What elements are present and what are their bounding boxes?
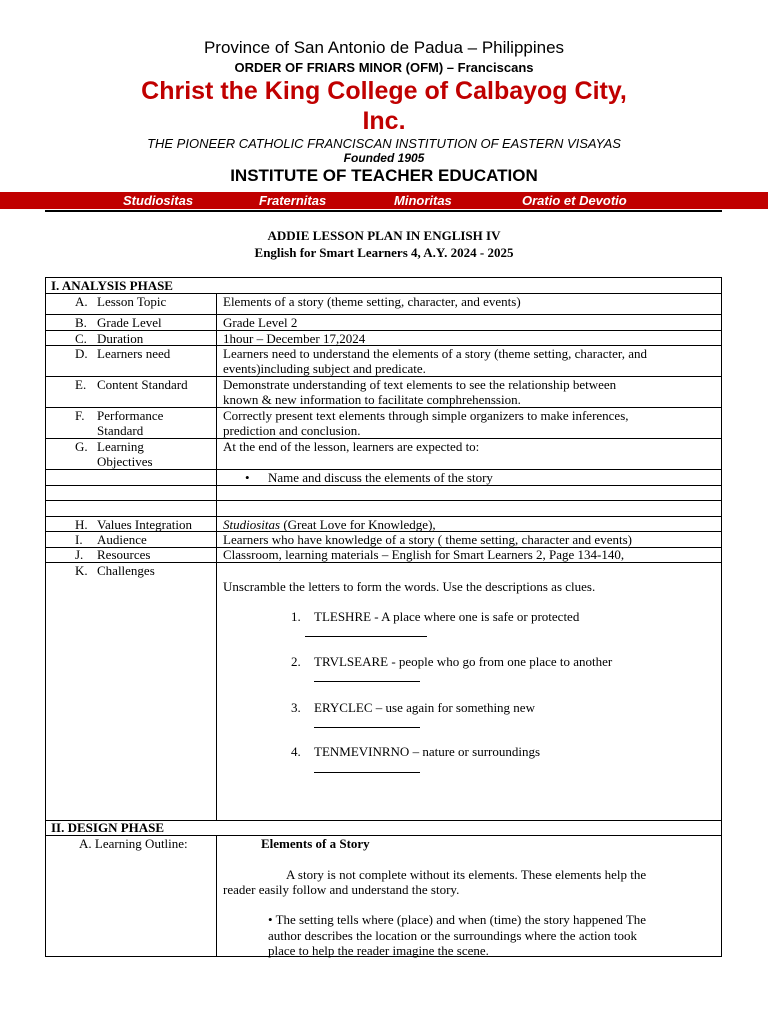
- analysis-heading: I. ANALYSIS PHASE: [51, 278, 173, 293]
- plan-title: ADDIE LESSON PLAN IN ENGLISH IV: [267, 228, 501, 243]
- row-d-number: D.: [75, 346, 88, 361]
- outline-paragraph-line1: A story is not complete without its elements. These elements help the: [286, 867, 647, 882]
- motto-banner: [0, 192, 768, 209]
- challenges-label: Challenges: [97, 563, 155, 578]
- column-divider: [216, 293, 217, 820]
- row-divider: [46, 500, 721, 501]
- learners-need-value-line1: Learners need to understand the elements of a story (theme setting, character, and: [223, 346, 647, 361]
- learning-objectives-label-line1: Learning: [97, 439, 144, 454]
- pioneer-tagline: THE PIONEER CATHOLIC FRANCISCAN INSTITUTION OF EASTERN VISAYAS: [147, 136, 621, 151]
- values-integration-italic: Studiositas: [223, 517, 281, 532]
- column-divider: [216, 835, 217, 956]
- learners-need-label: Learners need: [97, 346, 171, 361]
- learning-objectives-value: At the end of the lesson, learners are expected to:: [223, 439, 480, 454]
- row-divider: [46, 485, 721, 486]
- lesson-topic-label: Lesson Topic: [97, 294, 167, 309]
- row-a-number: A.: [75, 294, 88, 309]
- performance-standard-label-line1: Performance: [97, 408, 164, 423]
- motto-oratio: Oratio et Devotio: [522, 193, 627, 208]
- lesson-topic-value: Elements of a story (theme setting, character, and events): [223, 294, 521, 309]
- outline-title: Elements of a Story: [261, 836, 370, 851]
- learning-outline-label: A. Learning Outline:: [79, 836, 188, 851]
- values-integration-label: Values Integration: [97, 517, 192, 532]
- order-line: ORDER OF FRIARS MINOR (OFM) – Franciscans: [234, 60, 534, 75]
- row-j-number: J.: [75, 547, 84, 562]
- challenges-intro: Unscramble the letters to form the words. Use the descriptions as clues.: [223, 579, 596, 594]
- challenge-1-number: 1.: [291, 609, 301, 624]
- content-standard-value-line2: known & new information to facilitate comphrehenssion.: [223, 392, 521, 407]
- row-k-number: K.: [75, 563, 88, 578]
- design-heading: II. DESIGN PHASE: [51, 820, 165, 835]
- row-f-number: F.: [75, 408, 85, 423]
- objective-bullet: Name and discuss the elements of the story: [268, 470, 493, 485]
- challenge-4-number: 4.: [291, 744, 301, 759]
- content-standard-value-line1: Demonstrate understanding of text elements to see the relationship between: [223, 377, 617, 392]
- challenge-2-number: 2.: [291, 654, 301, 669]
- outline-paragraph-line2: reader easily follow and understand the story.: [223, 882, 460, 897]
- grade-level-value: Grade Level 2: [223, 315, 298, 330]
- performance-standard-value-line2: prediction and conclusion.: [223, 423, 361, 438]
- plan-subtitle: English for Smart Learners 4, A.Y. 2024 - 2025: [254, 245, 514, 260]
- content-standard-label: Content Standard: [97, 377, 188, 392]
- row-c-number: C.: [75, 331, 87, 346]
- challenge-1-text: TLESHRE - A place where one is safe or protected: [314, 609, 580, 624]
- institute-name: INSTITUTE OF TEACHER EDUCATION: [230, 166, 538, 185]
- challenge-1-answer-line: [305, 636, 427, 637]
- province-line: Province of San Antonio de Padua – Philippines: [203, 38, 565, 57]
- bullet-icon: •: [245, 470, 250, 485]
- setting-bullet-line3: place to help the reader imagine the scene.: [268, 943, 489, 958]
- resources-label: Resources: [97, 547, 151, 562]
- challenge-2-answer-line: [314, 681, 420, 682]
- values-integration-value: [223, 517, 436, 532]
- duration-value: 1hour – December 17,2024: [223, 331, 366, 346]
- lesson-plan-table: [45, 277, 722, 957]
- row-divider: [46, 330, 721, 331]
- performance-standard-label-line2: Standard: [97, 423, 144, 438]
- challenge-4-text: TENMEVINRNO – nature or surroundings: [314, 744, 541, 759]
- duration-label: Duration: [97, 331, 144, 346]
- founded-year: Founded 1905: [343, 151, 425, 165]
- row-h-number: H.: [75, 517, 88, 532]
- setting-bullet-line2: author describes the location or the surroundings where the action took: [268, 928, 637, 943]
- challenge-3-answer-line: [314, 727, 420, 728]
- motto-studiositas: Studiositas: [123, 193, 194, 208]
- performance-standard-value-line1: Correctly present text elements through simple organizers to make inferences,: [223, 408, 629, 423]
- challenge-3-number: 3.: [291, 700, 301, 715]
- college-name-line2: Inc.: [362, 107, 406, 135]
- challenge-2-text: TRVLSEARE - people who go from one place to another: [314, 654, 613, 669]
- banner-rule: [45, 210, 722, 212]
- college-name: [0, 76, 768, 136]
- row-g-number: G.: [75, 439, 88, 454]
- row-e-number: E.: [75, 377, 87, 392]
- audience-label: Audience: [97, 532, 147, 547]
- challenge-3-text: ERYCLEC – use again for something new: [314, 700, 535, 715]
- resources-value: Classroom, learning materials – English for Smart Learners 2, Page 134-140,: [223, 547, 625, 562]
- challenge-4-answer-line: [314, 772, 420, 773]
- motto-minoritas: Minoritas: [394, 193, 452, 208]
- values-integration-rest: (Great Love for Knowledge),: [280, 517, 436, 532]
- row-i-number: I.: [75, 532, 83, 547]
- audience-value: Learners who have knowledge of a story ( theme setting, character and events): [223, 532, 632, 547]
- motto-fraternitas: Fraternitas: [259, 193, 327, 208]
- learners-need-value-line2: events)including subject and predicate.: [223, 361, 426, 376]
- setting-bullet-line1: • The setting tells where (place) and when (time) the story happened The: [268, 912, 647, 927]
- grade-level-label: Grade Level: [97, 315, 162, 330]
- college-name-line1: Christ the King College of Calbayog City,: [141, 77, 627, 105]
- row-b-number: B.: [75, 315, 87, 330]
- learning-objectives-label-line2: Objectives: [97, 454, 153, 469]
